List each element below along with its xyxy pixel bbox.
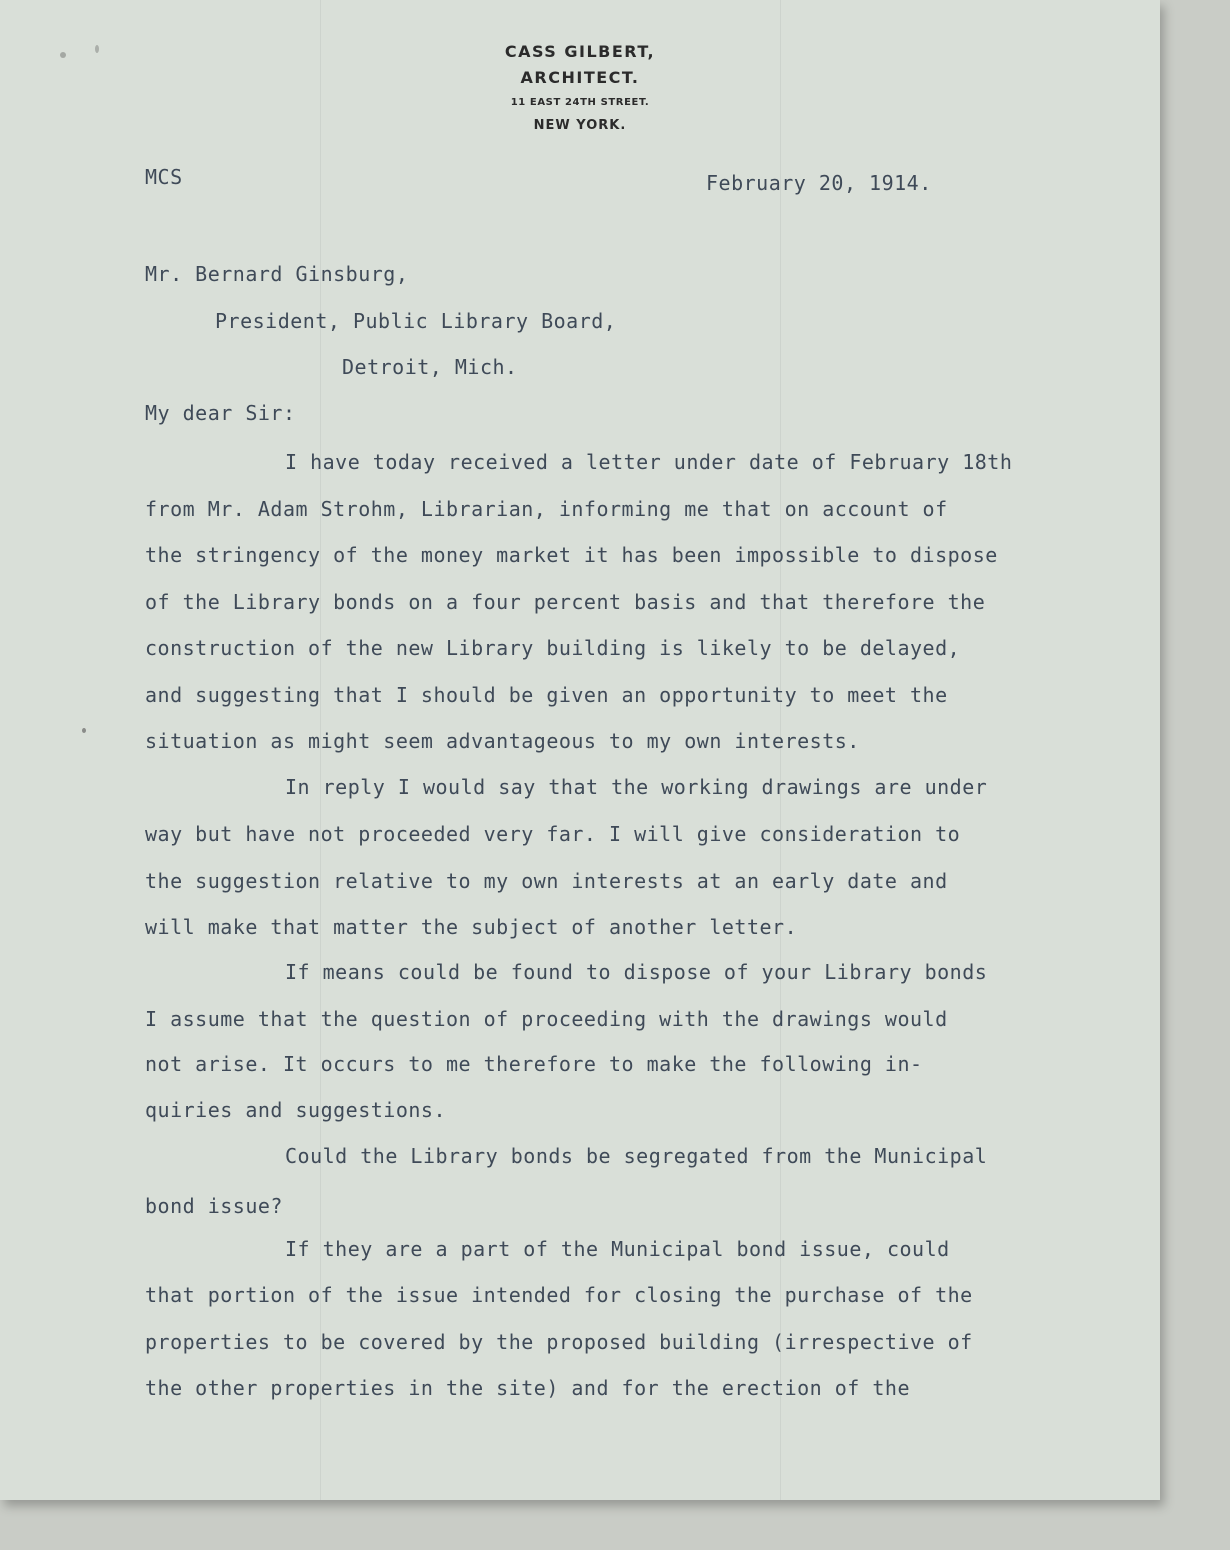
body-line: Could the Library bonds be segregated from the Municipal [285,1144,988,1168]
body-line: the stringency of the money market it has been impossible to dispose [145,543,998,567]
salutation: My dear Sir: [145,401,296,425]
body-line: way but have not proceeded very far. I will give consideration to [145,822,961,846]
body-line: of the Library bonds on a four percent basis and that therefore the [145,590,986,614]
body-line: properties to be covered by the proposed building (irrespective of [145,1330,973,1354]
body-line: the suggestion relative to my own interests at an early date and [145,869,948,893]
body-line: from Mr. Adam Strohm, Librarian, informing me that on account of [145,497,948,521]
body-line: construction of the new Library building is likely to be delayed, [145,636,961,660]
body-line: that portion of the issue intended for closing the purchase of the [145,1283,973,1307]
letterhead-street: 11 EAST 24TH STREET. [510,97,650,108]
recipient-name: Mr. Bernard Ginsburg, [145,262,409,286]
body-line: If means could be found to dispose of your Library bonds [285,960,988,984]
body-line: bond issue? [145,1194,283,1218]
letterhead-name: CASS GILBERT, [504,42,656,61]
body-line: will make that matter the subject of another letter. [145,915,798,939]
reference-initials: MCS [145,165,183,189]
letterhead-title: ARCHITECT. [520,68,640,87]
body-line: If they are a part of the Municipal bond issue, could [285,1237,950,1261]
letter-date: February 20, 1914. [706,171,932,195]
body-line: I assume that the question of proceeding with the drawings would [145,1007,948,1031]
body-line: situation as might seem advantageous to my own interests. [145,729,860,753]
paper-blemish [82,728,86,733]
body-line: the other properties in the site) and for the erection of the [145,1376,911,1400]
body-line: In reply I would say that the working drawings are under [285,775,988,799]
recipient-city: Detroit, Mich. [342,355,518,379]
body-line: not arise. It occurs to me therefore to make the following in- [145,1052,923,1076]
recipient-position: President, Public Library Board, [215,309,617,333]
body-line: and suggesting that I should be given an opportunity to meet the [145,683,948,707]
letterhead-city: NEW YORK. [533,118,627,133]
body-line: quiries and suggestions. [145,1098,446,1122]
body-line: I have today received a letter under date of February 18th [285,450,1013,474]
